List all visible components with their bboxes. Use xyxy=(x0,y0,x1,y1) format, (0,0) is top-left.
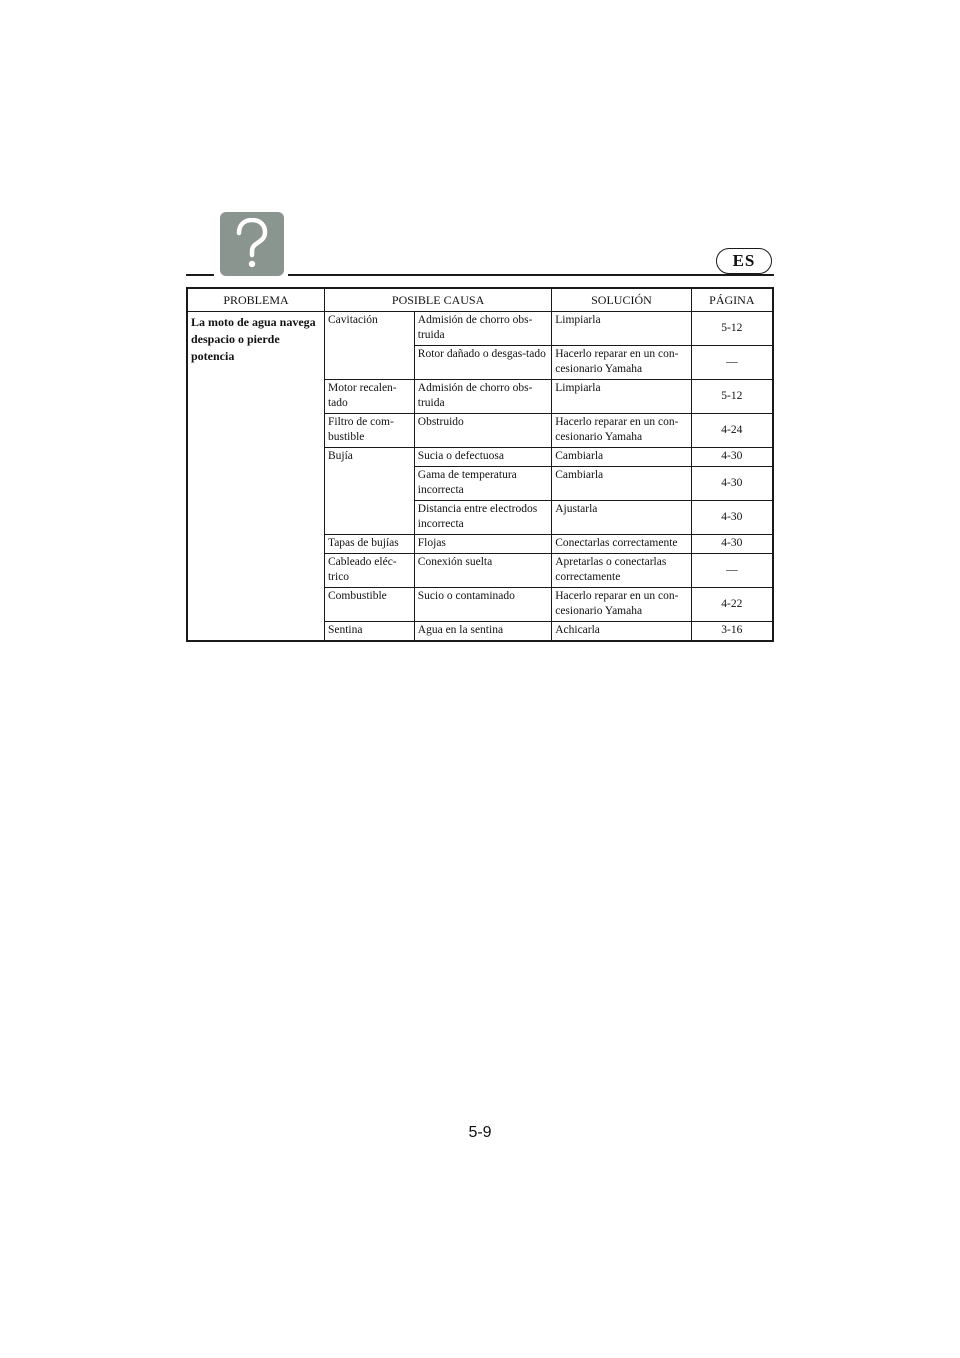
table-body xyxy=(187,312,773,642)
column-header-cause: POSIBLE CAUSA xyxy=(324,288,551,312)
page-number: 5-9 xyxy=(468,1124,492,1141)
table-row xyxy=(187,312,773,346)
detail-cell: Obstruido xyxy=(414,414,551,448)
page-cell: 4-30 xyxy=(691,448,773,467)
page-cell: 3-16 xyxy=(691,622,773,642)
cause-cell: Filtro de com-bustible xyxy=(324,414,414,448)
page-cell: 4-22 xyxy=(691,588,773,622)
column-header-page: PÁGINA xyxy=(691,288,773,312)
cause-cell: Tapas de bujías xyxy=(324,535,414,554)
page-cell: 4-30 xyxy=(691,535,773,554)
troubleshooting-table xyxy=(186,287,774,642)
solution-cell: Hacerlo reparar en un con-cesionario Yamaha xyxy=(552,588,691,622)
table-header-row xyxy=(187,288,773,312)
solution-cell: Apretarlas o conectarlas correctamente xyxy=(552,554,691,588)
column-header-problem: PROBLEMA xyxy=(187,288,324,312)
solution-cell: Conectarlas correctamente xyxy=(552,535,691,554)
problem-cell: La moto de agua navega despacio o pierde potencia xyxy=(187,312,324,642)
solution-cell: Achicarla xyxy=(552,622,691,642)
detail-cell: Admisión de chorro obs-truida xyxy=(414,312,551,346)
detail-cell: Sucio o contaminado xyxy=(414,588,551,622)
solution-cell: Limpiarla xyxy=(552,312,691,346)
detail-cell: Sucia o defectuosa xyxy=(414,448,551,467)
page-cell: 5-12 xyxy=(691,312,773,346)
question-mark-icon xyxy=(220,212,284,276)
question-mark-glyph xyxy=(230,218,274,270)
detail-cell: Admisión de chorro obs-truida xyxy=(414,380,551,414)
detail-cell: Distancia entre electrodos incorrecta xyxy=(414,501,551,535)
cause-cell: Motor recalen-tado xyxy=(324,380,414,414)
solution-cell: Cambiarla xyxy=(552,467,691,501)
solution-cell: Hacerlo reparar en un con-cesionario Yamaha xyxy=(552,346,691,380)
page-cell: 4-30 xyxy=(691,467,773,501)
language-badge: ES xyxy=(716,248,772,274)
solution-cell: Hacerlo reparar en un con-cesionario Yamaha xyxy=(552,414,691,448)
detail-cell: Rotor dañado o desgas-tado xyxy=(414,346,551,380)
cause-cell: Sentina xyxy=(324,622,414,642)
detail-cell: Flojas xyxy=(414,535,551,554)
page-cell: — xyxy=(691,554,773,588)
detail-cell: Gama de temperatura incorrecta xyxy=(414,467,551,501)
cause-cell: Bujía xyxy=(324,448,414,535)
page-cell: 4-30 xyxy=(691,501,773,535)
cause-cell: Combustible xyxy=(324,588,414,622)
page-cell: — xyxy=(691,346,773,380)
solution-cell: Ajustarla xyxy=(552,501,691,535)
header-rule-right xyxy=(288,274,774,276)
solution-cell: Limpiarla xyxy=(552,380,691,414)
column-header-solution: SOLUCIÓN xyxy=(552,288,691,312)
cause-cell: Cableado eléc-trico xyxy=(324,554,414,588)
header-rule-left xyxy=(186,274,214,276)
detail-cell: Conexión suelta xyxy=(414,554,551,588)
page-cell: 4-24 xyxy=(691,414,773,448)
cause-cell: Cavitación xyxy=(324,312,414,380)
page-cell: 5-12 xyxy=(691,380,773,414)
detail-cell: Agua en la sentina xyxy=(414,622,551,642)
solution-cell: Cambiarla xyxy=(552,448,691,467)
